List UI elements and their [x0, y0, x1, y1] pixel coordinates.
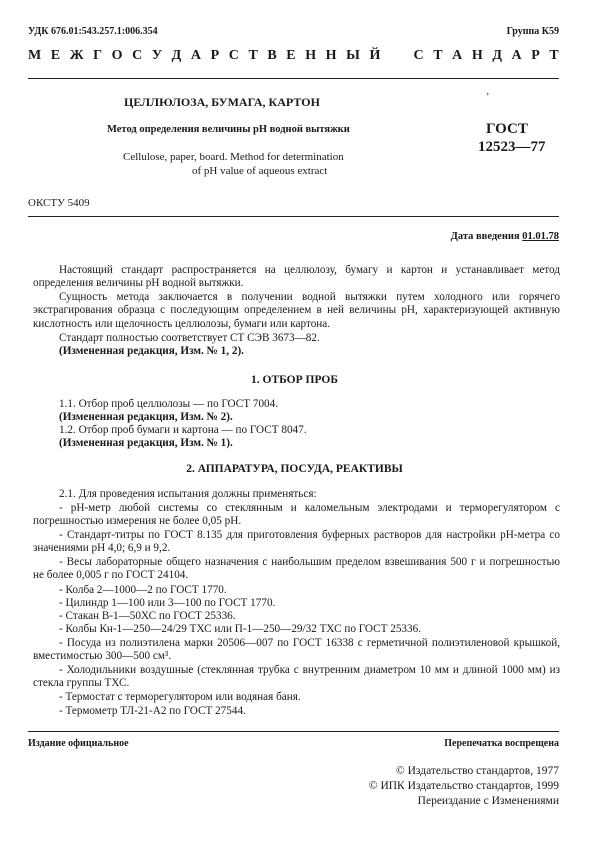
reprint-notice: Перепечатка воспрещена	[444, 738, 559, 749]
intro-paragraph-2: Сущность метода заключается в получении водной вытяжки путем холодного или горячего экстрагирования образца с последующим определением в ней величины pH, характеризующей активную кислотность или щелочность целлюлозы, бумаги или картона.	[33, 291, 560, 330]
equipment-item: - Цилиндр 1—100 или 3—100 по ГОСТ 1770.	[59, 597, 276, 609]
copyright-1: © Издательство стандартов, 1977	[395, 765, 559, 777]
banner-letter: А	[511, 48, 522, 63]
intro-date-label: Дата введения	[450, 231, 520, 242]
intro-paragraph-3: Стандарт полностью соответствует СТ СЭВ 3673—82.	[59, 332, 320, 344]
equipment-item: - Стандарт-титры по ГОСТ 8.135 для приготовления буферных растворов для настройки pH-метра со значениями pH 4,0; 6,9 и 9,2.	[33, 529, 560, 555]
banner-letter: Т	[248, 48, 258, 63]
section-1-amendment-2: (Измененная редакция, Изм. № 1).	[59, 437, 233, 449]
section-1-heading: 1. ОТБОР ПРОБ	[251, 374, 338, 386]
okstu-rule	[28, 216, 559, 217]
equipment-item: - Холодильники воздушные (стеклянная трубка с внутренним диаметром 10 мм и длиной 1000 мм) из стекла группы ТХС.	[33, 664, 560, 690]
banner-gap	[390, 48, 404, 64]
official-edition: Издание официальное	[28, 738, 129, 749]
equipment-item: - Стакан В-1—50ХС по ГОСТ 25336.	[59, 610, 236, 622]
section-1-amendment-1: (Измененная редакция, Изм. № 2).	[59, 411, 233, 423]
banner-letter: О	[111, 48, 123, 63]
banner-letter: Й	[369, 48, 381, 63]
gost-label: ГОСТ	[486, 121, 528, 137]
equipment-item: - Термометр ТЛ-21-А2 по ГОСТ 27544.	[59, 705, 246, 717]
group-code: Группа К59	[506, 26, 559, 37]
doc-subtitle: Метод определения величины pH водной вытяжки	[107, 124, 350, 135]
stray-mark: ʼ	[486, 92, 490, 103]
banner-letter: Г	[93, 48, 103, 63]
equipment-item: - Термостат с терморегулятором или водяная баня.	[59, 691, 301, 703]
banner-letter: Н	[325, 48, 337, 63]
standard-banner	[28, 48, 559, 64]
section-1-item-1: 1.1. Отбор проб целлюлозы — по ГОСТ 7004.	[59, 398, 279, 410]
banner-letter: Д	[171, 48, 182, 63]
section-2-heading: 2. АППАРАТУРА, ПОСУДА, РЕАКТИВЫ	[186, 463, 403, 475]
banner-letter: В	[267, 48, 277, 63]
intro-amendment: (Измененная редакция, Изм. № 1, 2).	[59, 345, 244, 357]
banner-letter: Д	[492, 48, 502, 63]
intro-paragraph-1: Настоящий стандарт распространяется на целлюлозу, бумагу и картон и устанавливает метод определения величины pH водной вытяжки.	[33, 264, 560, 290]
banner-letter: Н	[305, 48, 317, 63]
banner-letter: Ы	[346, 48, 360, 63]
udk-code: УДК 676.01:543.257.1:006.354	[28, 26, 158, 37]
banner-letter: А	[452, 48, 463, 63]
banner-letter: Т	[549, 48, 559, 63]
okstu-code: ОКСТУ 5409	[28, 197, 90, 209]
equipment-item: - Колбы Кн-1—250—24/29 ТХС или П-1—250—29/32 ТХС по ГОСТ 25336.	[59, 623, 421, 635]
reprint-edition: Переиздание с Изменениями	[417, 795, 559, 807]
banner-letter: М	[28, 48, 42, 63]
english-title-1: Cellulose, paper, board. Method for determination	[123, 151, 344, 163]
equipment-item: - Весы лабораторные общего назначения с наибольшим пределом взвешивания 500 г и погрешностью не более 0,005 г по ГОСТ 24104.	[33, 556, 560, 582]
intro-date	[451, 231, 559, 242]
banner-letter: Ж	[69, 48, 84, 63]
equipment-item: - Посуда из полиэтилена марки 20506—007 по ГОСТ 16338 с герметичной полиэтиленовой крышкой, вместимостью 300—500 см³.	[33, 637, 560, 663]
copyright-2: © ИПК Издательство стандартов, 1999	[368, 780, 559, 792]
banner-letter: Р	[531, 48, 540, 63]
section-2-intro: 2.1. Для проведения испытания должны применяться:	[59, 488, 317, 500]
banner-letter: Е	[50, 48, 61, 63]
gost-number: 12523—77	[478, 139, 546, 155]
section-1-item-2: 1.2. Отбор проб бумаги и картона — по ГОСТ 8047.	[59, 424, 307, 436]
equipment-item: - Колба 2—1000—2 по ГОСТ 1770.	[59, 584, 227, 596]
doc-title: ЦЕЛЛЮЛОЗА, БУМАГА, КАРТОН	[124, 95, 320, 109]
english-title-2: of pH value of aqueous extract	[192, 165, 328, 177]
banner-letter: У	[151, 48, 163, 63]
footer-rule	[28, 731, 559, 732]
banner-rule	[28, 78, 559, 79]
banner-letter: Е	[286, 48, 296, 63]
equipment-item: - pH-метр любой системы со стеклянным и каломельным электродами и терморегулятором с погрешностью измерения не более 0,05 pH.	[33, 502, 560, 528]
banner-letter: С	[413, 48, 424, 63]
banner-letter: Т	[433, 48, 443, 63]
intro-date-value: 01.01.78	[522, 231, 559, 242]
banner-letter: Р	[210, 48, 220, 63]
banner-letter: С	[228, 48, 239, 63]
banner-letter: Н	[471, 48, 483, 63]
banner-letter: С	[132, 48, 143, 63]
banner-letter: А	[190, 48, 202, 63]
